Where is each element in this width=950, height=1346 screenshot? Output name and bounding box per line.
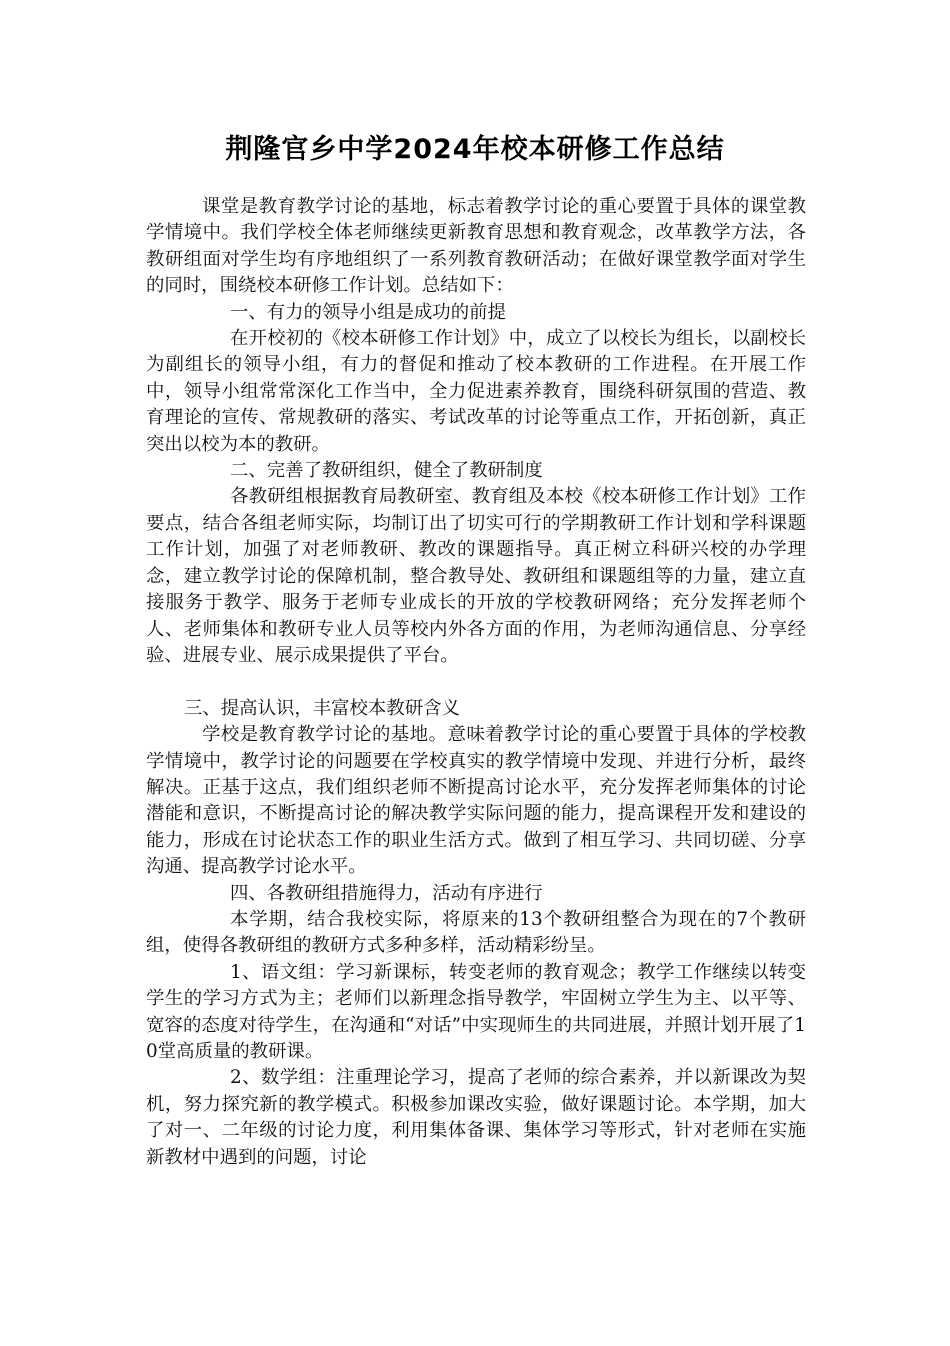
section-paragraph-2: 各教研组根据教育局教研室、教育组及本校《校本研修工作计划》工作要点，结合各组老师实际，均制订出了切实可行的学期教研工作计划和学科课题工作计划，加强了对老师教研、教改的课题指导。真正树立科研兴校的办学理念，建立教学讨论的保障机制，整合教导处、教研组和课题组等的力量，建立直接服务于教学、服务于老师专业成长的开放的学校教研网络；充分发挥老师个人、老师集体和教研专业人员等校内外各方面的作用，为老师沟通信息、分享经验、进展专业、展示成果提供了平台。 [146,486,806,666]
intro-paragraph: 课堂是教育教学讨论的基地，标志着教学讨论的重心要置于具体的课堂教学情境中。我们学校全体老师继续更新教育思想和教育观念，改革教学方法，各教研组面对学生均有序地组织了一系列教育教研活动；在做好课堂教学面对学生的同时，围绕校本研修工作计划。总结如下： [146,196,806,297]
section-heading-3: 三、提高认识，丰富校本教研含义 [184,697,460,719]
section-heading-4: 四、各教研组措施得力，活动有序进行 [230,882,543,904]
math-group-paragraph: 2、数学组：注重理论学习，提高了老师的综合素养，并以新课改为契机，努力探究新的教学模式。积极参加课改实验，做好课题讨论。本学期，加大了对一、二年级的讨论力度，利用集体备课、集体学习等形式，针对老师在实施新教材中遇到的问题，讨论 [146,1067,806,1168]
chinese-group-paragraph: 1、语文组：学习新课标，转变老师的教育观念；教学工作继续以转变学生的学习方式为主；老师们以新理念指导教学，牢固树立学生为主、以平等、宽容的态度对待学生，在沟通和“对话”中实现师生的共同进展，并照计划开展了10堂高质量的教研课。 [146,961,806,1062]
section-heading-1: 一、有力的领导小组是成功的前提 [230,301,506,323]
document-title: 荆隆官乡中学2024年校本研修工作总结 [225,134,725,165]
section-paragraph-3: 学校是教育教学讨论的基地。意味着教学讨论的重心要置于具体的学校教学情境中，教学讨论的问题要在学校真实的教学情境中发现、并进行分析，最终解决。正基于这点，我们组织老师不断提高讨论水平，充分发挥老师集体的讨论潜能和意识，不断提高讨论的解决教学实际问题的能力，提高课程开发和建设的能力，形成在讨论状态工作的职业生活方式。做到了相互学习、共同切磋、分享沟通、提高教学讨论水平。 [146,724,806,878]
document-body [146,194,806,1171]
section-paragraph-1: 在开校初的《校本研修工作计划》中，成立了以校长为组长，以副校长为副组长的领导小组，有力的督促和推动了校本教研的工作进程。在开展工作中，领导小组常常深化工作当中，全力促进素养教育，围绕科研氛围的营造、教育理论的宣传、常规教研的落实、考试改革的讨论等重点工作，开拓创新，真正突出以校为本的教研。 [146,328,806,455]
blank-line [146,669,806,695]
section-paragraph-4: 本学期，结合我校实际，将原来的13个教研组整合为现在的7个教研组，使得各教研组的教研方式多种多样，活动精彩纷呈。 [146,908,806,957]
section-heading-2: 二、完善了教研组织，健全了教研制度 [230,460,543,482]
